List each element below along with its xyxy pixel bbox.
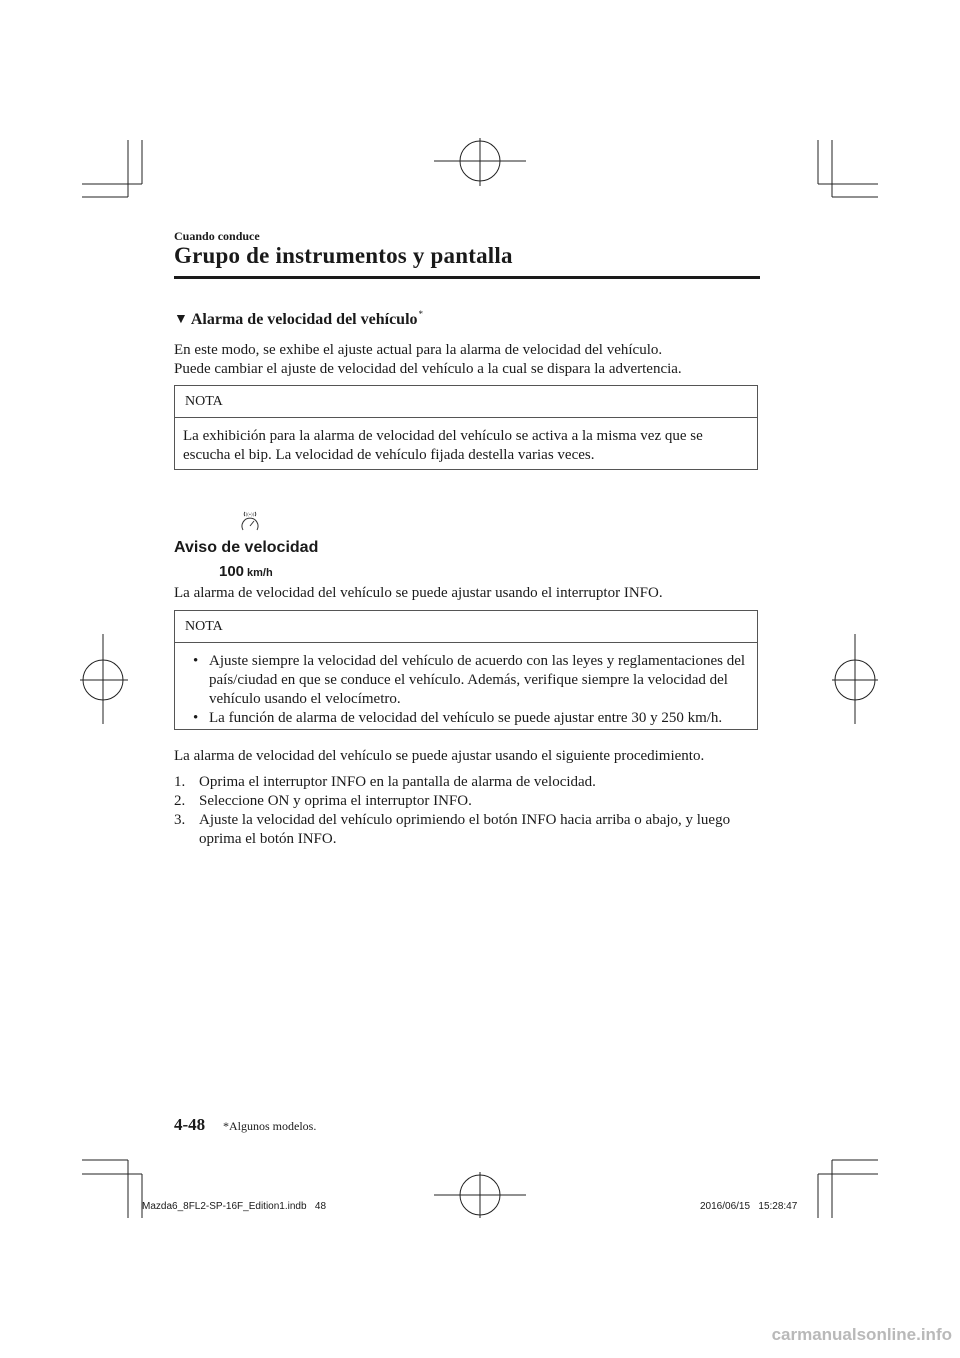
note-box-1 — [174, 385, 758, 470]
steps-list — [174, 773, 764, 849]
subsection-title: Alarma de velocidad del vehículo — [190, 311, 418, 328]
page-number: 4-48 — [174, 1115, 206, 1134]
display-speed-value: 100 — [219, 563, 245, 580]
title-rule — [174, 276, 760, 279]
intro-line-2: Puede cambiar el ajuste de velocidad del vehículo a la cual se dispara la advertencia. — [174, 361, 682, 377]
footnote-mark: * — [418, 309, 424, 319]
adjust-text: La alarma de velocidad del vehículo se puede ajustar usando el interruptor INFO. — [174, 585, 663, 601]
footer-file: Mazda6_8FL2-SP-16F_Edition1.indb 48 — [142, 1201, 327, 1212]
note-box-2 — [174, 610, 758, 730]
list-item: 2. Seleccione ON y oprima el interruptor INFO. — [174, 793, 472, 809]
display-speed — [219, 563, 273, 580]
footnote: *Algunos modelos. — [223, 1119, 317, 1133]
note-heading: NOTA — [175, 386, 757, 418]
footer-timestamp: 2016/06/15 15:28:47 — [700, 1201, 798, 1212]
list-item: • Ajuste siempre la velocidad del vehículo de acuerdo con las leyes y reglamentaciones del país/ciudad en que se conduce el vehículo. Además, verifique siempre la velocidad del vehículo usando el velocímetro. — [193, 653, 746, 707]
note-heading: NOTA — [175, 611, 757, 643]
svg-text:((•)): ((•)) — [245, 512, 255, 517]
speed-alarm-icon — [239, 511, 261, 533]
note-list — [183, 652, 749, 728]
page-title: Grupo de instrumentos y pantalla — [174, 243, 513, 268]
subsection-heading — [174, 311, 423, 329]
procedure-intro: La alarma de velocidad del vehículo se puede ajustar usando el siguiente procedimiento. — [174, 748, 705, 764]
intro-line-1: En este modo, se exhibe el ajuste actual para la alarma de velocidad del vehículo. — [174, 342, 663, 358]
triangle-down-icon: ▼ — [174, 312, 188, 327]
list-item: 3. Ajuste la velocidad del vehículo oprimiendo el botón INFO hacia arriba o abajo, y luego oprima el botón INFO. — [174, 812, 731, 847]
note-text: La exhibición para la alarma de velocidad del vehículo se activa a la misma vez que se escucha el bip. La velocidad de vehículo fijada destella varias veces. — [183, 428, 703, 463]
list-item: 1. Oprima el interruptor INFO en la pantalla de alarma de velocidad. — [174, 774, 596, 790]
watermark: carmanualsonline.info — [771, 1325, 952, 1344]
display-speed-unit: km/h — [247, 567, 273, 579]
list-item: • La función de alarma de velocidad del vehículo se puede ajustar entre 30 y 250 km/h. — [193, 710, 723, 726]
display-label: Aviso de velocidad — [174, 539, 319, 556]
section-label: Cuando conduce — [174, 229, 260, 243]
